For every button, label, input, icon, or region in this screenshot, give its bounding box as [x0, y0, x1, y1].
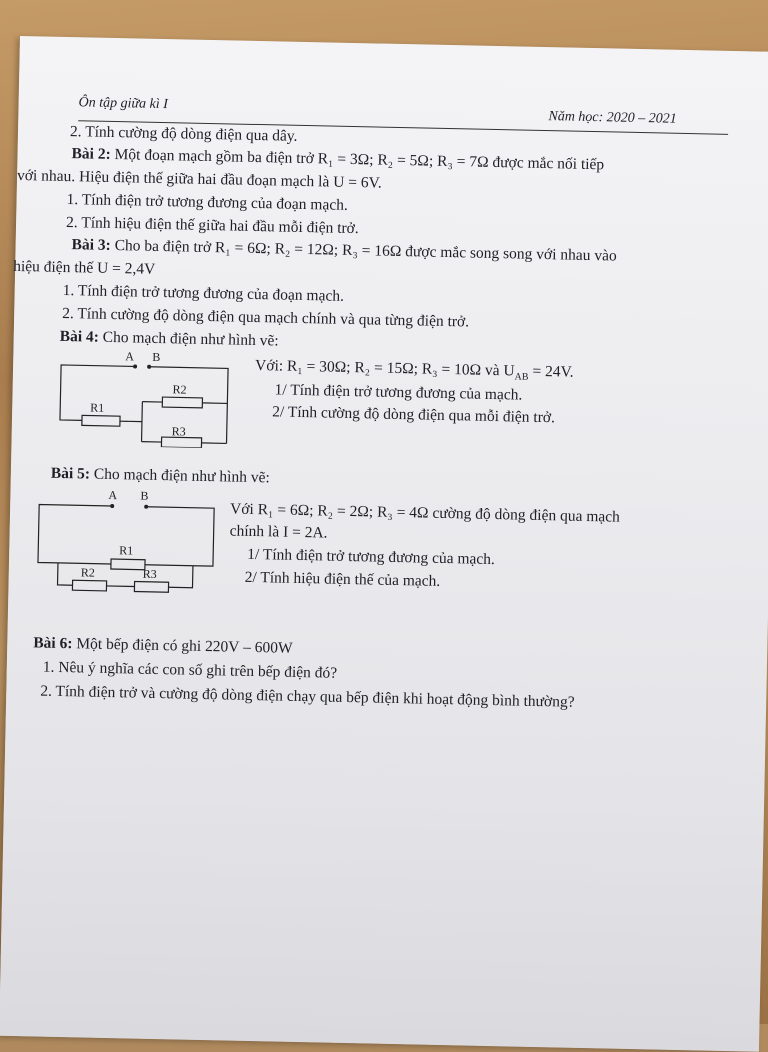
- bai6-text: Một bếp điện có ghi 220V – 600W: [72, 635, 292, 657]
- bai3-text: Cho ba điện trở R₁ = 6Ω; R₂ = 12Ω; R₃ = 16Ω được mắc song song với nhau vào: [111, 237, 617, 265]
- c5-wire-r1-right: [145, 565, 193, 566]
- bai5-label: Bài 5:: [51, 465, 91, 483]
- c5-terminal-b: [144, 505, 148, 509]
- header-right: Năm học: 2020 – 2021: [548, 109, 677, 128]
- c5-wire-r1-left: [58, 563, 111, 564]
- bai5-text: Cho mạch điện như hình vẽ:: [90, 466, 270, 487]
- c4-resistor-r1: [82, 415, 120, 426]
- c5-wire-right: [145, 507, 214, 566]
- c5-label-r2: R2: [81, 565, 95, 579]
- c4-node-left: [142, 402, 143, 442]
- c4-wire-right: [148, 367, 229, 444]
- c4-label-r3: R3: [172, 424, 186, 438]
- c5-label-r3: R3: [143, 567, 157, 581]
- bai2-label: Bài 2:: [71, 145, 111, 163]
- bai3-item-1: 1. Tính điện trở tương đương của đoạn mạch.: [62, 282, 344, 306]
- c5-wire-left: [38, 505, 112, 565]
- bai2-text-cont: với nhau. Hiệu điện thế giữa hai đầu đoạn mạch là U = 6V.: [17, 167, 382, 193]
- bai3-item-2: 2. Tính cường độ dòng điện qua mạch chính và qua từng điện trở.: [62, 305, 469, 332]
- c4-resistor-r2: [162, 397, 202, 408]
- bai6-item-1: 1. Nêu ý nghĩa các con số ghi trên bếp điện đó?: [43, 659, 338, 683]
- bai5-item-2: 2/ Tính hiệu điện thế của mạch.: [245, 569, 441, 591]
- bai4-given-text: Với: R₁ = 30Ω; R₂ = 15Ω; R₃ = 10Ω và U: [255, 357, 515, 379]
- circuit-diagram-5: [32, 482, 224, 596]
- bai6-question: [33, 634, 293, 657]
- c5-wire-bottom-right: [168, 565, 192, 587]
- bai5-item-1: 1/ Tính điện trở tương đương của mạch.: [247, 546, 495, 569]
- c4-terminal-a: [133, 364, 137, 368]
- bai4-item-1: 1/ Tính điện trở tương đương của mạch.: [274, 381, 522, 404]
- c4-label-b: B: [152, 350, 160, 364]
- c5-wire-between: [107, 586, 135, 587]
- bai4-item-2: 2/ Tính cường độ dòng điện qua mỗi điện trở.: [272, 403, 555, 427]
- c4-label-r2: R2: [172, 382, 186, 396]
- c4-resistor-r3: [161, 437, 201, 448]
- c4-label-r1: R1: [90, 401, 104, 415]
- bai6-item-2: 2. Tính điện trở và cường độ dòng điện chạy qua bếp điện khi hoạt động bình thường?: [40, 683, 575, 712]
- bai2-item-2: 2. Tính hiệu điện thế giữa hai đầu mỗi điện trở.: [66, 214, 359, 238]
- bai5-given-cont: chính là I = 2A.: [229, 523, 327, 543]
- bai4-label: Bài 4:: [60, 328, 100, 346]
- c5-resistor-r3: [134, 582, 168, 593]
- c5-label-b: B: [140, 489, 148, 503]
- bai3-text-cont: hiệu điện thế U = 2,4V: [13, 258, 156, 279]
- worksheet-paper: [0, 36, 768, 1052]
- bai4-text: Cho mạch điện như hình vẽ:: [99, 329, 279, 350]
- c5-label-a: A: [108, 488, 117, 502]
- bai1-item-2: 2. Tính cường độ dòng điện qua dây.: [70, 123, 298, 146]
- circuit-diagram-4: [51, 345, 243, 449]
- bai4-given-sub: AB: [514, 372, 528, 383]
- bai4-given: [255, 357, 574, 384]
- bai4-given-end: = 24V.: [528, 363, 573, 381]
- bai6-label: Bài 6:: [33, 634, 73, 652]
- bai2-item-1: 1. Tính điện trở tương đương của đoạn mạch.: [66, 191, 348, 215]
- c5-resistor-r1: [111, 559, 145, 570]
- c5-label-r1: R1: [119, 543, 133, 557]
- c4-wire-r2-right: [202, 403, 227, 404]
- c4-wire-r3-right: [202, 443, 227, 444]
- c4-label-a: A: [125, 349, 134, 363]
- bai2-text: Một đoạn mạch gồm ba điện trở R₁ = 3Ω; R₂ = 5Ω; R₃ = 7Ω được mắc nối tiếp: [111, 146, 605, 173]
- bai3-label: Bài 3:: [71, 236, 111, 254]
- header-left: Ôn tập giữa kì I: [78, 95, 168, 113]
- c5-resistor-r2: [72, 580, 106, 591]
- c5-wire-bottom-left: [58, 563, 73, 585]
- c5-terminal-a: [110, 504, 114, 508]
- c4-terminal-b: [147, 365, 151, 369]
- bai5-given: Với R₁ = 6Ω; R₂ = 2Ω; R₃ = 4Ω cường độ dòng điện qua mạch: [230, 501, 620, 527]
